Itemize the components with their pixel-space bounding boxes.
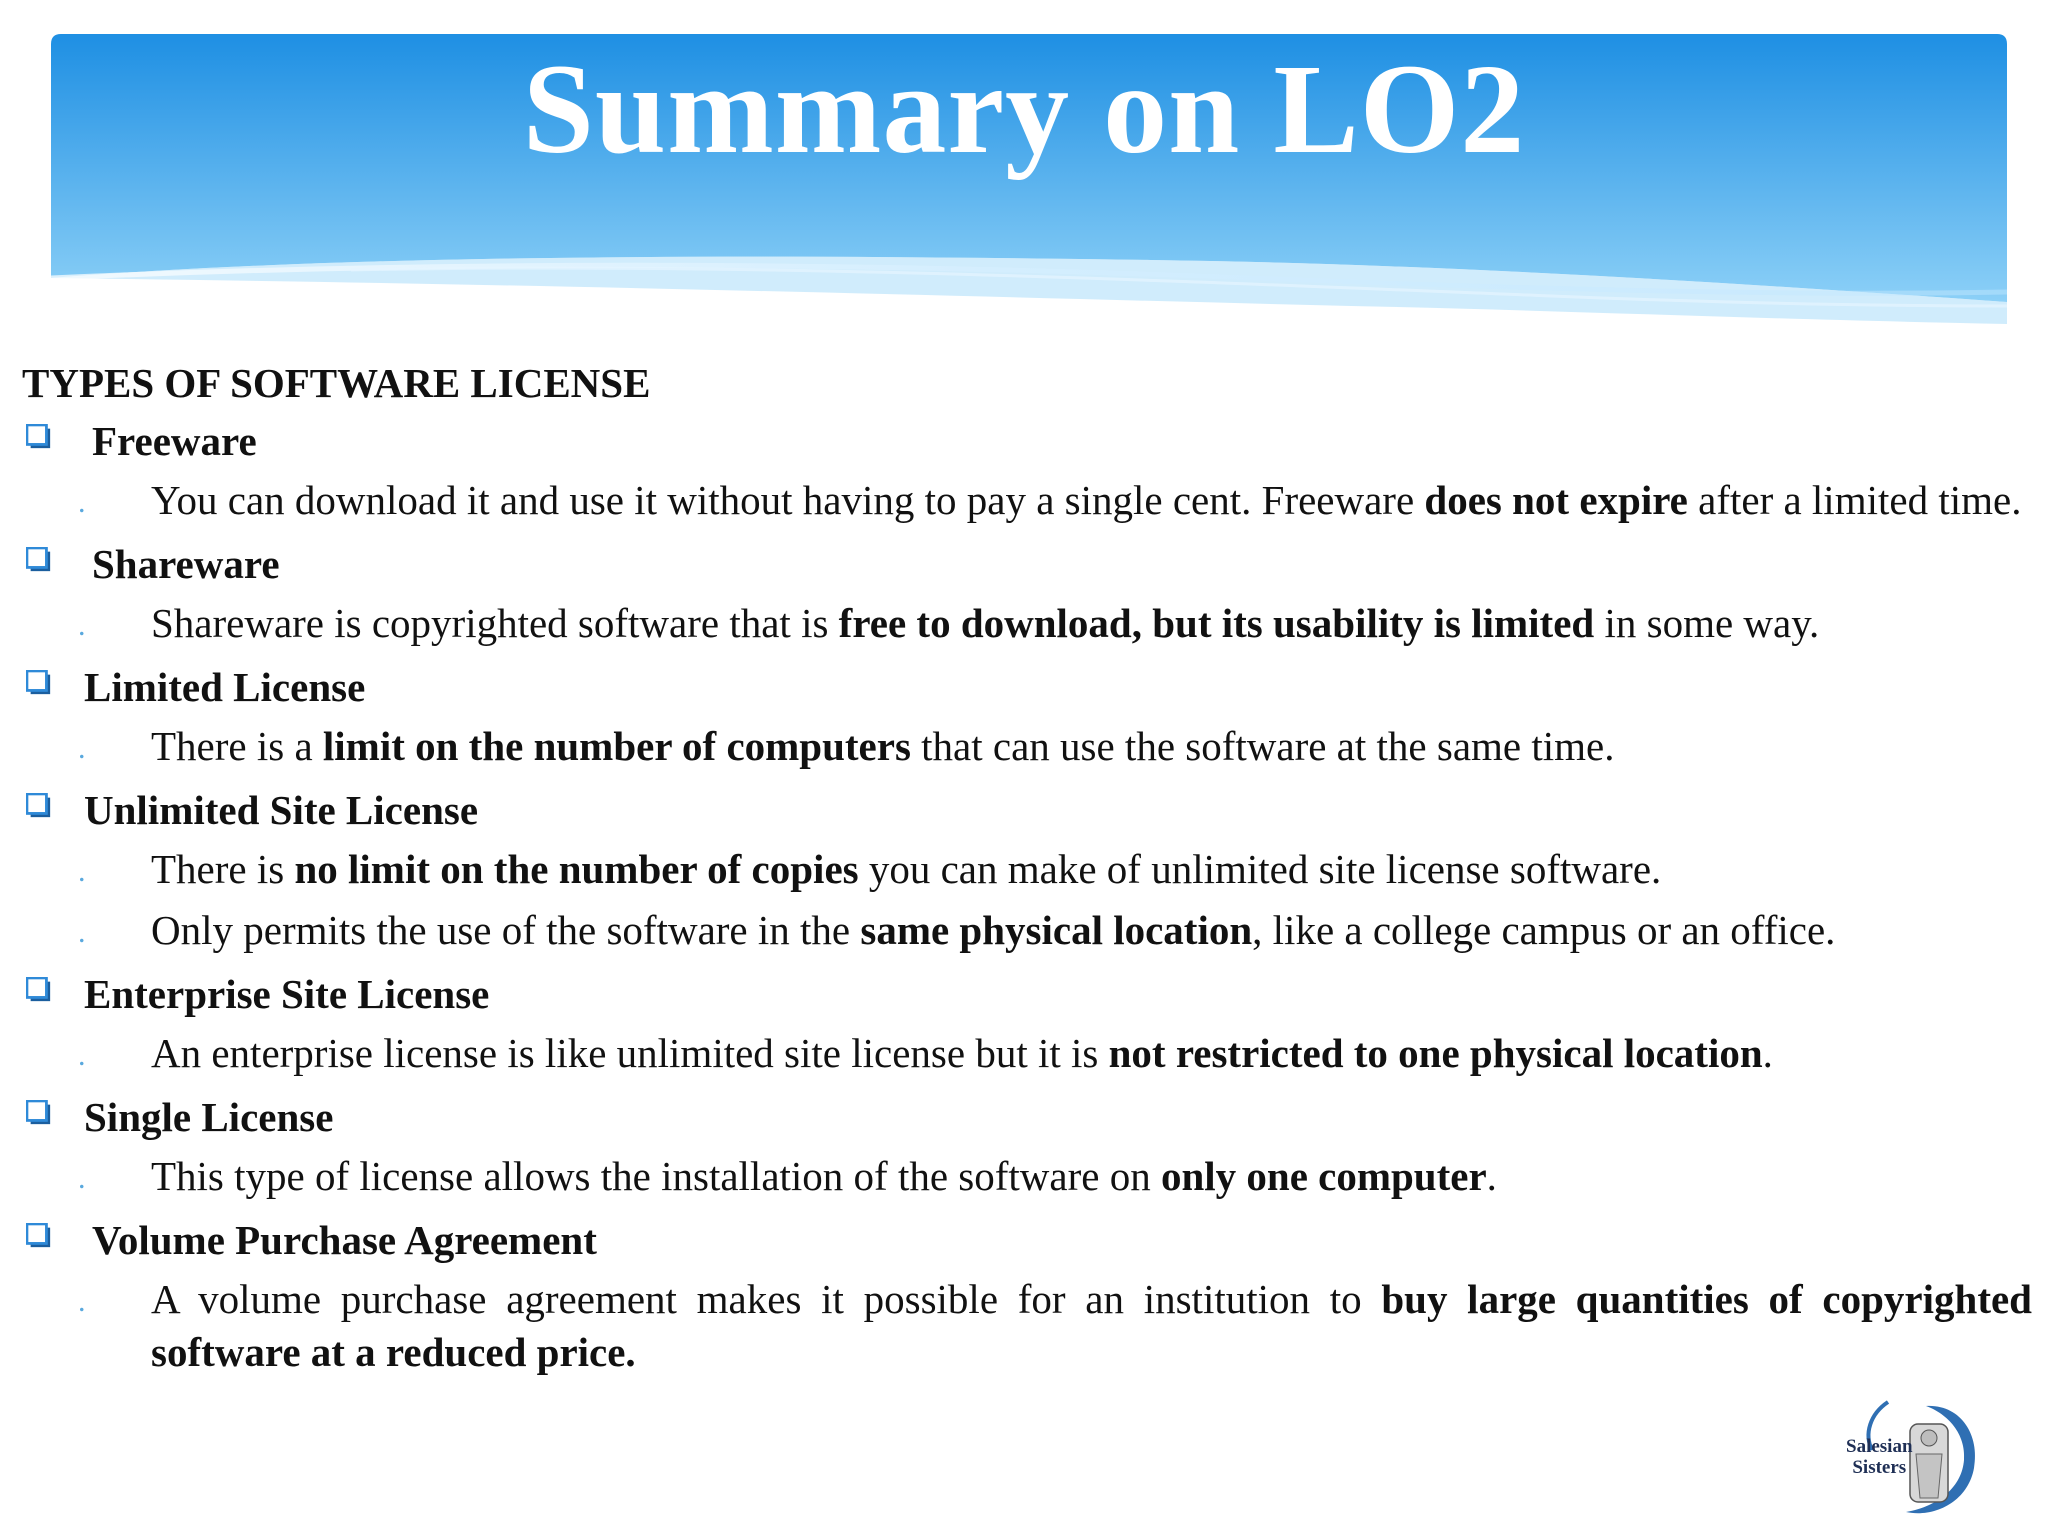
emphasis-text: limit on the number of computers <box>322 723 911 769</box>
license-item-header <box>22 1088 2032 1150</box>
description-text: An enterprise license is like unlimited site license but it is <box>151 1030 1109 1076</box>
checkbox-bullet-icon <box>26 547 52 573</box>
description-text: Only permits the use of the software in the <box>151 907 861 953</box>
description-text: that can use the software at the same time. <box>910 723 1615 769</box>
license-item-label: Limited License <box>84 664 366 710</box>
license-item-description <box>22 597 2032 650</box>
license-item-label: Volume Purchase Agreement <box>92 1217 597 1263</box>
sub-bullet-icon: . <box>78 1162 86 1195</box>
description-text: There is <box>151 846 295 892</box>
sub-bullet-icon: . <box>78 855 86 888</box>
license-item-label: Unlimited Site License <box>84 787 479 833</box>
checkbox-bullet-icon <box>26 424 52 450</box>
license-item-label: Enterprise Site License <box>84 971 490 1017</box>
emphasis-text: only one computer <box>1160 1153 1487 1199</box>
license-item-description <box>22 1150 2032 1203</box>
license-item-header <box>22 412 2032 474</box>
license-item-header <box>22 1211 2032 1273</box>
description-text: This type of license allows the installation of the software on <box>151 1153 1161 1199</box>
description-text: you can make of unlimited site license software. <box>858 846 1662 892</box>
description-text: . <box>1486 1153 1497 1199</box>
license-item-label: Shareware <box>92 541 280 587</box>
emphasis-text: same physical location <box>860 907 1253 953</box>
license-item-label: Single License <box>84 1094 334 1140</box>
sub-bullet-icon: . <box>78 732 86 765</box>
license-item-description <box>22 720 2032 773</box>
checkbox-bullet-icon <box>26 1223 52 1249</box>
emphasis-text: no limit on the number of copies <box>294 846 859 892</box>
license-item-description <box>22 1273 2032 1379</box>
license-item-description <box>22 474 2032 527</box>
description-text: You can download it and use it without having to pay a single cent. Freeware <box>151 477 1425 523</box>
emphasis-text: not restricted to one physical location <box>1108 1030 1763 1076</box>
logo-line2: Sisters <box>1852 1457 1907 1478</box>
emphasis-text: does not expire <box>1424 477 1688 523</box>
sub-bullet-icon: . <box>78 609 86 642</box>
description-text: . <box>1762 1030 1773 1076</box>
license-item-description <box>22 1027 2032 1080</box>
license-item-description <box>22 843 2032 896</box>
logo-line1: Salesian <box>1846 1436 1913 1457</box>
section-heading: TYPES OF SOFTWARE LICENSE <box>22 360 651 406</box>
checkbox-bullet-icon <box>26 977 52 1003</box>
sub-bullet-icon: . <box>78 1039 86 1072</box>
checkbox-bullet-icon <box>26 1100 52 1126</box>
slide-content <box>22 358 2032 1387</box>
description-text: in some way. <box>1594 600 1820 646</box>
sub-bullet-icon: . <box>78 486 86 519</box>
checkbox-bullet-icon <box>26 793 52 819</box>
slide-title: Summary on LO2 <box>522 38 1526 180</box>
license-item-description <box>22 904 2032 957</box>
sub-bullet-icon: . <box>78 1285 86 1318</box>
license-item-header <box>22 965 2032 1027</box>
salesian-sisters-logo <box>1830 1394 1982 1518</box>
description-text: , like a college campus or an office. <box>1252 907 1836 953</box>
sub-bullet-icon: . <box>78 916 86 949</box>
description-text: after a limited time. <box>1687 477 2022 523</box>
license-item-header <box>22 658 2032 720</box>
description-text: There is a <box>151 723 323 769</box>
logo-text <box>1846 1436 1913 1478</box>
license-item-header <box>22 535 2032 597</box>
license-list <box>22 412 2032 1379</box>
license-item-header <box>22 781 2032 843</box>
emphasis-text: free to download, but its usability is limited <box>838 600 1595 646</box>
license-item-label: Freeware <box>92 418 257 464</box>
emphasis-text: buy large quantities of copyrighted software at a reduced price. <box>151 1276 2032 1375</box>
description-text: A volume purchase agreement makes it possible for an institution to <box>151 1276 1382 1322</box>
description-text: Shareware is copyrighted software that is <box>151 600 839 646</box>
checkbox-bullet-icon <box>26 670 52 696</box>
